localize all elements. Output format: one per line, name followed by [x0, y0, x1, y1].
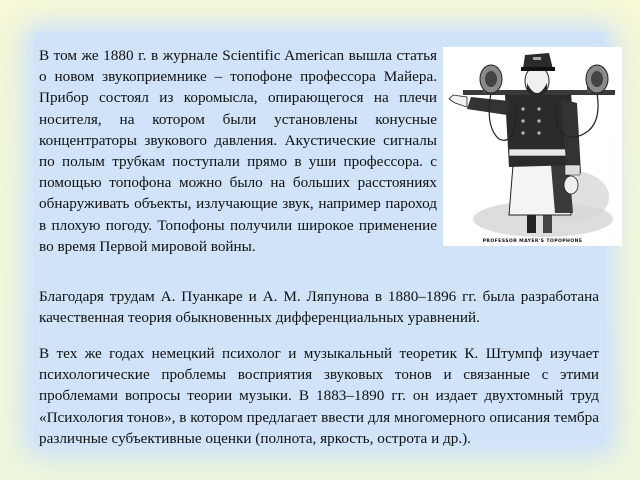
paragraph-poincare-lyapunov: Благодаря трудам А. Пуанкаре и А. М. Ляпунова в 1880–1896 гг. была разработана качественная теория обыкновенных дифференциальных уравнений.	[39, 288, 599, 327]
paragraph-topophone: В том же 1880 г. в журнале Scientific American вышла статья о новом звукоприемнике – топофоне профессора Майера. Прибор состоял из коромысла, опирающегося на плечи носителя, на котором были установлены конусные концентраторы звукового давления. Акустические сигналы по полым трубкам поступали прямо в уши профессора. с помощью топофона можно было на больших расстояниях обнаруживать объекты, излучающие звук, например пароход в плохую погоду. Топофоны получили широкое применение во время Первой мировой войны.	[39, 47, 437, 255]
topophone-illustration	[443, 47, 622, 246]
figure-caption: PROFESSOR MAYER'S TOPOPHONE	[482, 239, 583, 244]
topophone-engraving-image	[443, 47, 622, 246]
paragraph-stumpf: В тех же годах немецкий психолог и музыкальный теоретик К. Штумпф изучает психологические проблемы восприятия звуковых тонов и связанные с этими проблемами вопросы теории музыки. В 1883–1890 гг. он издает двухтомный труд «Психология тонов», в котором предлагает ввести для многомерного описания тембра различные субъективные оценки (полнота, яркость, острота и др.).	[39, 345, 599, 447]
